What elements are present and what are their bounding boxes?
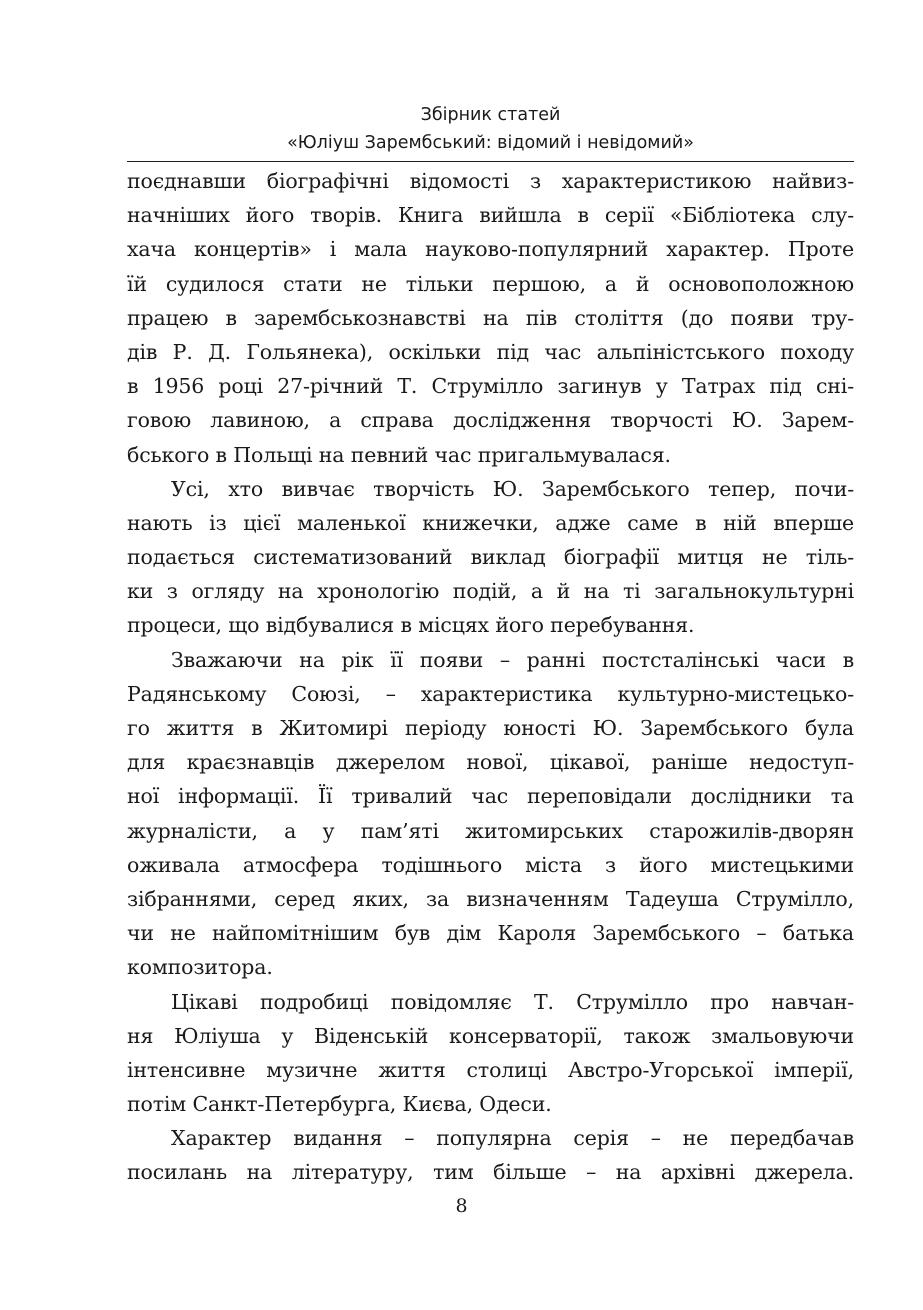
- book-title: «Юліуш Зарембський: відомий і невідомий»: [287, 133, 694, 153]
- text-line: Зважаючи на рік її появи – ранні постсталінські часи в: [171, 647, 854, 672]
- text-line: подається систематизований виклад біографії митця не тіль-: [127, 545, 854, 570]
- text-line: Усі, хто вивчає творчість Ю. Зарембського тепер, почи-: [171, 476, 854, 501]
- text-line: для краєзнавців джерелом нової, цікавої, раніше недоступ-: [127, 750, 854, 775]
- header-divider: [127, 161, 854, 162]
- text-line: го життя в Житомирі періоду юності Ю. Зарембського була: [127, 716, 854, 740]
- text-line: працею в зарембськознавстві на пів століття (до появи тру-: [127, 305, 854, 330]
- text-line: поєднавши біографічні відомості з характеристикою найвиз-: [127, 169, 854, 193]
- text-line: процеси, що відбувалися в місцях його перебування.: [127, 613, 695, 638]
- text-line: Радянському Союзі, – характеристика культурно-мистецько-: [127, 681, 854, 706]
- collection-title: Збірник статей: [420, 105, 561, 125]
- text-line: потім Санкт-Петербурга, Києва, Одеси.: [127, 1092, 552, 1117]
- text-line: бського в Польщі на певний час пригальмувалася.: [127, 442, 671, 467]
- text-line: оживала атмосфера тодішнього міста з його мистецькими: [127, 852, 854, 877]
- text-line: чи не найпомітнішим був дім Кароля Зарембського – батька: [127, 921, 854, 946]
- text-line: ної інформації. Її тривалий час переповідали дослідники та: [127, 784, 854, 809]
- text-line: Цікаві подробиці повідомляє Т. Струмілло про навчан-: [171, 989, 854, 1014]
- text-line: інтенсивне музичне життя столиці Австро-Угорської імперії,: [127, 1057, 854, 1082]
- text-line: журналісти, а у пам’яті житомирських старожилів-дворян: [127, 818, 854, 843]
- text-line: ки з огляду на хронологію подій, а й на ті загальнокультурні: [127, 579, 854, 604]
- text-line: композитора.: [127, 955, 273, 980]
- text-line: посилань на літературу, тим більше – на архівні джерела.: [127, 1160, 854, 1185]
- text-line: Характер видання – популярна серія – не передбачав: [171, 1126, 854, 1151]
- text-line: начніших його творів. Книга вийшла в серії «Бібліотека слу-: [127, 203, 854, 228]
- text-line: в 1956 році 27-річний Т. Струмілло загинув у Татрах під сні-: [127, 374, 854, 399]
- running-header: [127, 101, 854, 157]
- text-line: говою лавиною, а справа дослідження творчості Ю. Зарем-: [127, 408, 854, 433]
- text-line: зібраннями, серед яких, за визначенням Тадеуша Струмілло,: [127, 886, 854, 911]
- page-number: 8: [455, 1195, 468, 1217]
- body-text: [127, 164, 854, 1190]
- text-line: ня Юліуша у Віденській консерваторії, також змальовуючи: [127, 1023, 854, 1048]
- text-line: їй судилося стати не тільки першою, а й основоположною: [127, 271, 854, 296]
- text-line: хача концертів» і мала науково-популярний характер. Проте: [127, 237, 854, 262]
- text-line: нають із цієї маленької книжечки, адже саме в ній вперше: [127, 510, 854, 535]
- text-line: дів Р. Д. Гольянека), оскільки під час альпіністського походу: [127, 339, 854, 364]
